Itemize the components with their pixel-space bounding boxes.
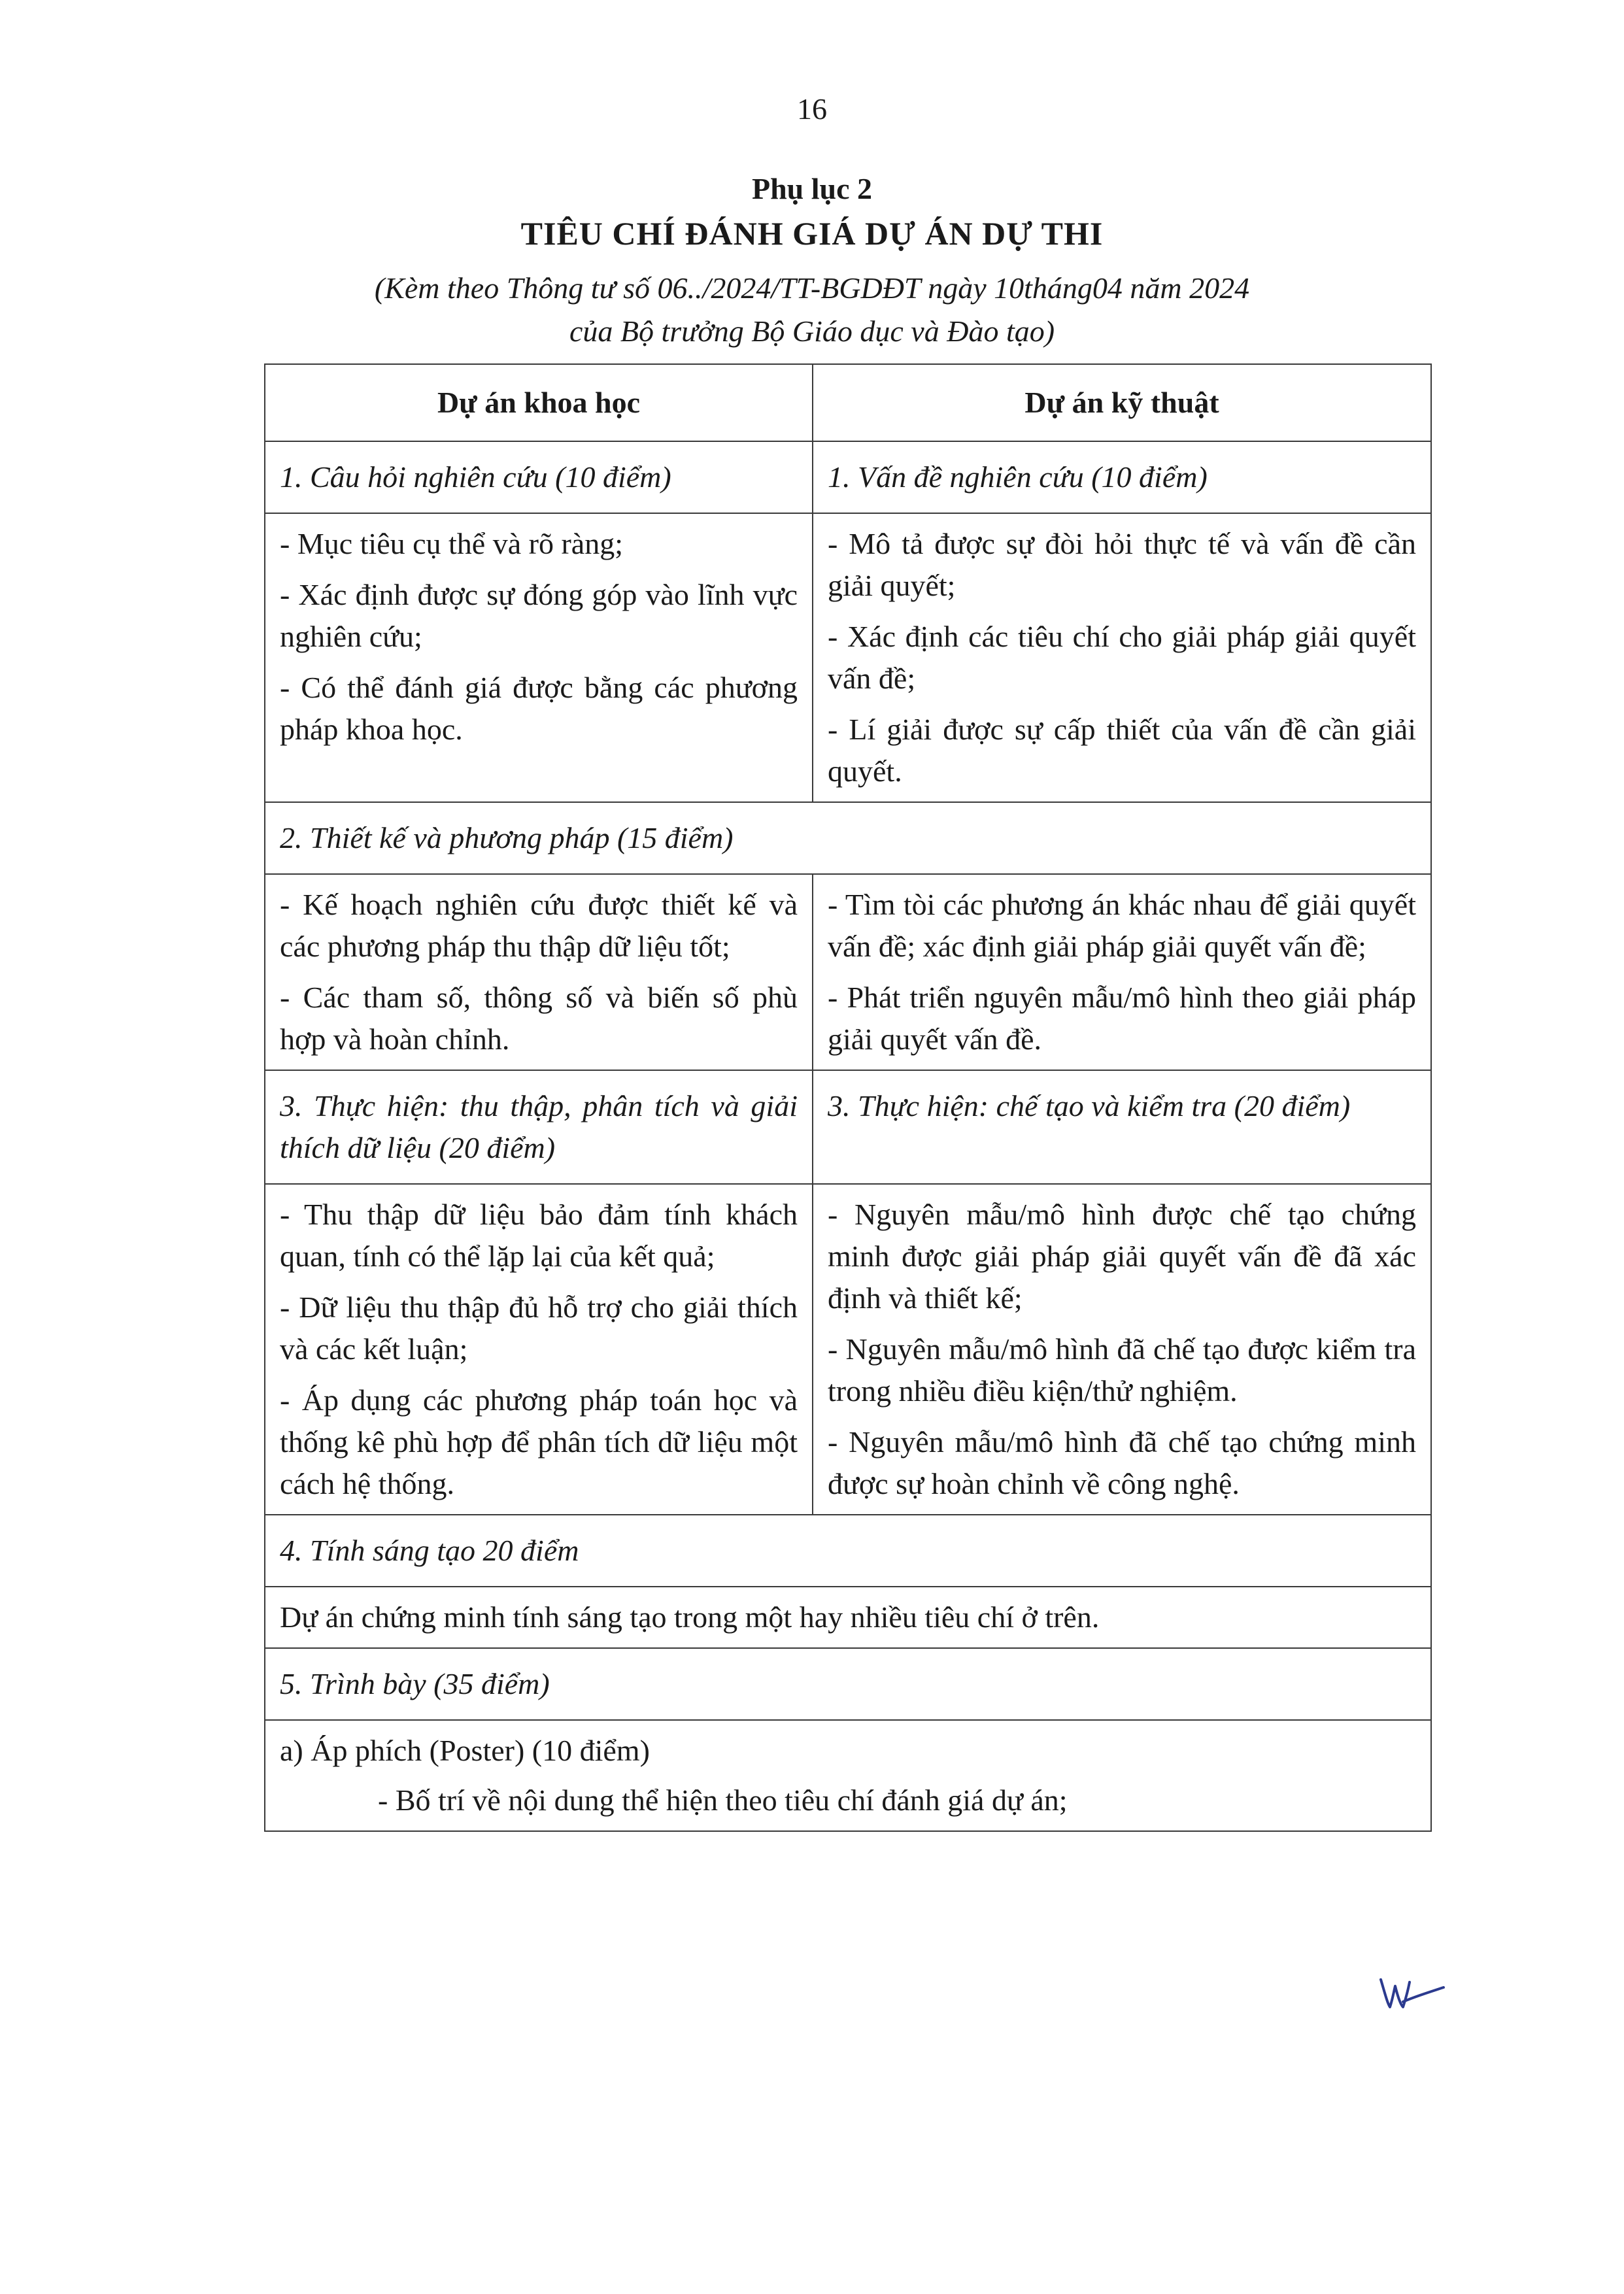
list-item: - Dữ liệu thu thập đủ hỗ trợ cho giải thích và các kết luận; (280, 1290, 798, 1366)
section-3-title-row (265, 1070, 1431, 1184)
subtitle-suffix: năm 2024 (1122, 271, 1250, 305)
section-2-content-row (265, 874, 1431, 1070)
section-2-engineering-cell (813, 874, 1431, 1070)
subtitle-mid: ../2024/TT-BGDĐT ngày (687, 271, 994, 305)
list-item: - Nguyên mẫu/mô hình đã chế tạo được kiểm tra trong nhiều điều kiện/thử nghiệm. (828, 1332, 1416, 1408)
section-1-engineering-cell (813, 513, 1431, 802)
section-4-text: Dự án chứng minh tính sáng tạo trong một hay nhiều tiêu chí ở trên. (265, 1587, 1431, 1648)
section-1-engineering-title: 1. Vấn đề nghiên cứu (10 điểm) (813, 441, 1431, 513)
section-1-content-row (265, 513, 1431, 802)
list-item: - Thu thập dữ liệu bảo đảm tính khách quan, tính có thể lặp lại của kết quả; (280, 1198, 798, 1273)
initial-signature-icon (1376, 1960, 1447, 2019)
list-item: - Tìm tòi các phương án khác nhau để giải quyết vấn đề; xác định giải pháp giải quyết vấn đề; (828, 888, 1416, 963)
table-header-row (265, 364, 1431, 441)
circular-number: 06 (657, 271, 688, 305)
section-3-engineering-title: 3. Thực hiện: chế tạo và kiểm tra (20 điểm) (813, 1070, 1431, 1184)
section-2-title-row (265, 802, 1431, 874)
subtitle-line-1 (0, 271, 1624, 305)
list-item: - Lí giải được sự cấp thiết của vấn đề cần giải quyết. (828, 713, 1416, 788)
list-item: - Phát triển nguyên mẫu/mô hình theo giải pháp giải quyết vấn đề. (828, 981, 1416, 1056)
section-4-content-row (265, 1587, 1431, 1648)
column-header-science: Dự án khoa học (265, 364, 813, 441)
poster-criteria-title: a) Áp phích (Poster) (10 điểm) (280, 1734, 650, 1767)
section-2-science-cell (265, 874, 813, 1070)
list-item: - Bố trí về nội dung thể hiện theo tiêu chí đánh giá dự án; (378, 1783, 1068, 1817)
subtitle-prefix: (Kèm theo Thông tư số (374, 271, 658, 305)
section-3-science-title: 3. Thực hiện: thu thập, phân tích và giải thích dữ liệu (20 điểm) (265, 1070, 813, 1184)
list-item: - Mục tiêu cụ thể và rõ ràng; (280, 527, 623, 560)
section-3-content-row (265, 1184, 1431, 1515)
list-item: - Kế hoạch nghiên cứu được thiết kế và các phương pháp thu thập dữ liệu tốt; (280, 888, 798, 963)
criteria-table (264, 363, 1432, 1832)
list-item: - Áp dụng các phương pháp toán học và thống kê phù hợp để phân tích dữ liệu một cách hệ thống. (280, 1383, 798, 1500)
page-number: 16 (797, 92, 827, 126)
list-item: - Xác định các tiêu chí cho giải pháp giải quyết vấn đề; (828, 620, 1416, 695)
list-item: - Mô tả được sự đòi hỏi thực tế và vấn đề cần giải quyết; (828, 527, 1416, 602)
section-2-title: 2. Thiết kế và phương pháp (15 điểm) (265, 802, 1431, 874)
section-4-title-row (265, 1515, 1431, 1587)
appendix-label: Phụ lục 2 (751, 172, 873, 205)
list-item: - Có thể đánh giá được bằng các phương pháp khoa học. (280, 671, 798, 746)
issue-month: 04 (1092, 271, 1123, 305)
list-item: - Nguyên mẫu/mô hình được chế tạo chứng minh được giải pháp giải quyết vấn đề đã xác định và thiết kế; (828, 1198, 1416, 1315)
section-5-title: 5. Trình bày (35 điểm) (265, 1648, 1431, 1720)
section-4-title: 4. Tính sáng tạo 20 điểm (265, 1515, 1431, 1587)
section-1-science-cell (265, 513, 813, 802)
section-1-title-row (265, 441, 1431, 513)
list-item: - Các tham số, thông số và biến số phù hợp và hoàn chỉnh. (280, 981, 798, 1056)
section-5-title-row (265, 1648, 1431, 1720)
section-1-science-title: 1. Câu hỏi nghiên cứu (10 điểm) (265, 441, 813, 513)
document-title: TIÊU CHÍ ĐÁNH GIÁ DỰ ÁN DỰ THI (520, 215, 1104, 252)
subtitle-line-2: của Bộ trưởng Bộ Giáo dục và Đào tạo) (569, 314, 1055, 348)
section-3-engineering-cell (813, 1184, 1431, 1515)
issue-day: 10 (994, 271, 1024, 305)
section-5-cell (265, 1720, 1431, 1831)
column-header-engineering: Dự án kỹ thuật (813, 364, 1431, 441)
month-label: tháng (1024, 271, 1092, 305)
list-item: - Nguyên mẫu/mô hình đã chế tạo chứng minh được sự hoàn chỉnh về công nghệ. (828, 1425, 1416, 1500)
section-5-content-row (265, 1720, 1431, 1831)
list-item: - Xác định được sự đóng góp vào lĩnh vực nghiên cứu; (280, 578, 798, 653)
section-3-science-cell (265, 1184, 813, 1515)
